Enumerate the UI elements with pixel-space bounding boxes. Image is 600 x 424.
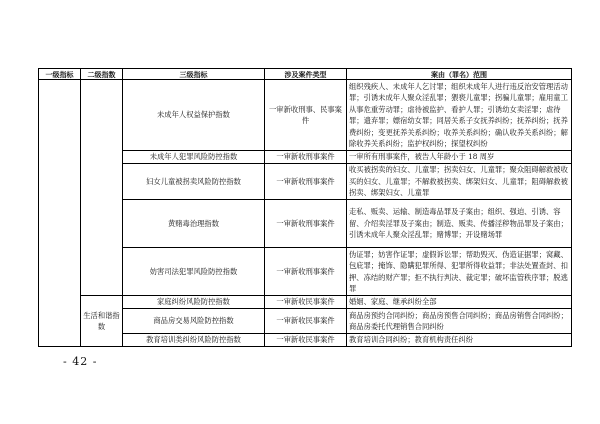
header-level1: 一级指标 (39, 69, 81, 80)
level3-cell: 家庭纠纷风险防控指数 (123, 296, 265, 309)
scope-cell: 走私、贩卖、运输、制造毒品罪及子案由；组织、强迫、引诱、容留、介绍卖淫罪及子案由；制造、贩卖、传播淫秽物品罪及子案由；引诱未成年人聚众淫乱罪；赌博罪；开设赌场罪 (347, 200, 572, 248)
scope-cell: 组织残疾人、未成年人乞讨罪；组织未成年人进行违反治安管理活动罪；引诱未成年人聚众淫乱罪；猥亵儿童罪；拐骗儿童罪；雇用童工从事危重劳动罪；虐待被监护、看护人罪；引诱幼女卖淫罪；虐待罪；遗弃罪；嫖宿幼女罪；同居关系子女抚养纠纷；抚养纠纷；抚养费纠纷；变更抚养关系纠纷；收养关系纠纷；确认收养关系纠纷；解除收养关系纠纷；监护权纠纷；探望权纠纷 (347, 80, 572, 151)
case-type-cell: 一审新收刑事案件 (265, 248, 347, 296)
case-type-cell: 一审新收民事案件 (265, 309, 347, 334)
case-type-cell: 一审新收民事案件 (265, 296, 347, 309)
case-type-cell: 一审新收刑事案件 (265, 200, 347, 248)
level3-cell: 商品房交易风险防控指数 (123, 309, 265, 334)
case-type-cell: 一审新收刑事案件 (265, 164, 347, 200)
level3-cell: 妨害司法犯罪风险防控指数 (123, 248, 265, 296)
level2-life-harmony: 生活和谐指数 (81, 296, 123, 347)
table-header-row (39, 69, 572, 80)
indicator-table (38, 68, 572, 347)
table-row (39, 296, 572, 309)
level3-cell: 妇女儿童被拐卖风险防控指数 (123, 164, 265, 200)
scope-cell: 教育培训合同纠纷；教育机构责任纠纷 (347, 334, 572, 347)
case-type-cell: 一审新收刑事案件 (265, 151, 347, 164)
scope-cell: 婚姻、家庭、继承纠纷全部 (347, 296, 572, 309)
scope-cell: 伪证罪；妨害作证罪；虚假诉讼罪；帮助毁灭、伪造证据罪；窝藏、包庇罪；掩饰、隐瞒犯罪所得、犯罪所得收益罪；非法处置查封、扣押、冻结的财产罪；拒不执行判决、裁定罪；破坏监管秩序罪；脱逃罪 (347, 248, 572, 296)
scope-cell: 一审所有刑事案件，被告人年龄小于 18 周岁 (347, 151, 572, 164)
level2-cell (81, 80, 123, 296)
level1-cell (39, 80, 81, 347)
case-type-cell: 一审新收刑事、民事案件 (265, 80, 347, 151)
scope-cell: 商品房预约合同纠纷；商品房预售合同纠纷；商品房销售合同纠纷；商品房委托代理销售合同纠纷 (347, 309, 572, 334)
scope-cell: 收买被拐卖的妇女、儿童罪；拐卖妇女、儿童罪；聚众阻碍解救被收买的妇女、儿童罪；不解救被拐卖、绑架妇女、儿童罪；阻碍解救被拐卖、绑架妇女、儿童罪 (347, 164, 572, 200)
level3-cell: 未成年人权益保护指数 (123, 80, 265, 151)
case-type-cell: 一审新收民事案件 (265, 334, 347, 347)
level3-cell: 黄赌毒治理指数 (123, 200, 265, 248)
header-case-type: 涉及案件类型 (265, 69, 347, 80)
table-row (39, 80, 572, 151)
page-number: - 42 - (63, 355, 98, 368)
level3-cell: 未成年人犯罪风险防控指数 (123, 151, 265, 164)
header-level3: 三级指标 (123, 69, 265, 80)
header-level2: 二级指数 (81, 69, 123, 80)
level3-cell: 教育培训类纠纷风险防控指数 (123, 334, 265, 347)
header-scope: 案由（罪名）范围 (347, 69, 572, 80)
